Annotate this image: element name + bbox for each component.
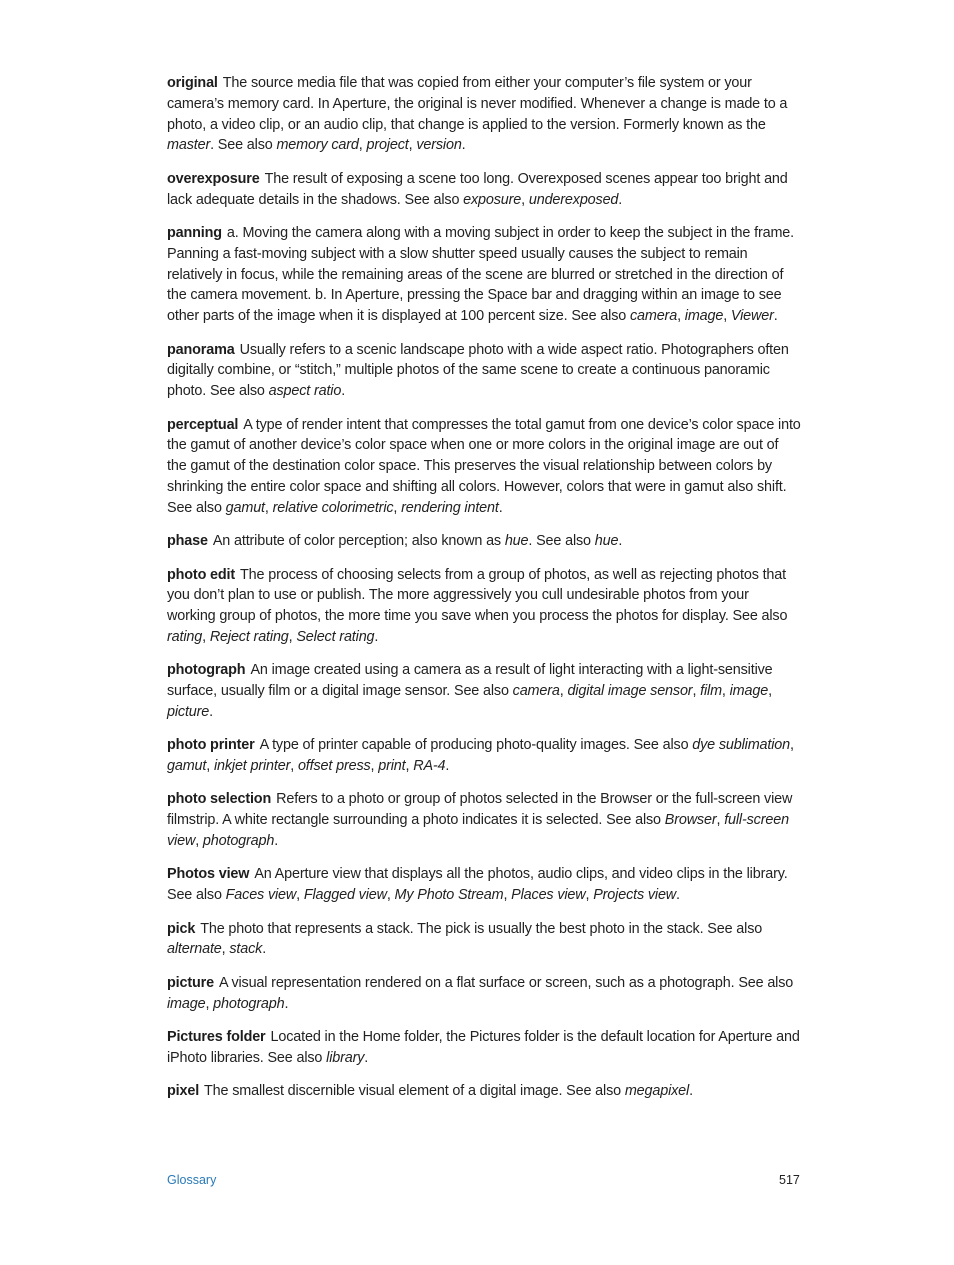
definition-text: Located in the Home folder, the Pictures folder is the default location for Aperture and iPhoto libraries. See also [167, 1029, 800, 1066]
cross-reference: Flagged view [303, 887, 387, 904]
cross-reference: megapixel [624, 1083, 690, 1100]
footer-section-label[interactable]: Glossary [167, 1173, 217, 1187]
definition-text: . [364, 1049, 369, 1066]
definition-text: , [290, 758, 298, 775]
definition-text: , [221, 941, 230, 958]
cross-reference: project [366, 137, 409, 154]
definition-text: , [521, 191, 529, 208]
glossary-entry [167, 73, 801, 156]
glossary-term: photo printer [167, 737, 255, 754]
glossary-term: perceptual [167, 416, 239, 433]
cross-reference: version [416, 137, 462, 154]
definition-text: An attribute of color perception; also known as [212, 533, 505, 550]
definition-text: . [445, 758, 450, 775]
cross-reference: camera [512, 683, 560, 700]
glossary-entry [167, 919, 801, 961]
definition-text: A type of render intent that compresses the total gamut from one device’s color space into the gamut of another device’s color space when one or more colors in the original image are out of the gamut of the destination color space. This preserves the visual relationship between colors by shrinking the entire color space and shifting all colors. However, colors that were in gamut also shift. See also [167, 416, 801, 516]
cross-reference: gamut [167, 758, 207, 775]
glossary-entry [167, 735, 801, 777]
glossary-entry [167, 789, 801, 851]
definition-text: The smallest discernible visual element of a digital image. See also [204, 1083, 625, 1100]
definition-text: , [677, 308, 685, 325]
definition-text: , [503, 887, 512, 904]
glossary-term: overexposure [167, 170, 260, 187]
glossary-term: photo selection [167, 791, 272, 808]
definition-text: , [585, 887, 594, 904]
cross-reference: print [378, 758, 406, 775]
definition-text: . [689, 1083, 693, 1100]
cross-reference: Select rating [296, 628, 375, 645]
definition-text: . [498, 499, 503, 516]
definition-text: , [386, 887, 395, 904]
definition-text: , [393, 499, 402, 516]
cross-reference: memory card [276, 137, 359, 154]
cross-reference: alternate [167, 941, 222, 958]
definition-text: , [264, 499, 273, 516]
cross-reference: hue [504, 533, 529, 550]
definition-text: , [288, 628, 297, 645]
definition-text: , [206, 758, 214, 775]
definition-text: . [676, 887, 680, 904]
definition-text: , [408, 137, 417, 154]
glossary-term: phase [167, 533, 208, 550]
glossary-entry [167, 973, 801, 1015]
definition-text: , [768, 683, 772, 700]
glossary-entry [167, 565, 801, 648]
definition-text: , [721, 683, 730, 700]
glossary-term: picture [167, 974, 214, 991]
definition-text: . See also [210, 137, 277, 154]
footer-page-number: 517 [779, 1173, 800, 1187]
glossary-term: pixel [167, 1083, 200, 1100]
definition-text: The result of exposing a scene too long. Overexposed scenes appear too bright and lack adequate details in the shadows. See also [167, 170, 788, 208]
definition-text: , [358, 137, 367, 154]
cross-reference: relative colorimetric [272, 499, 394, 516]
cross-reference: image [684, 308, 724, 325]
cross-reference: My Photo Stream [394, 887, 504, 904]
cross-reference: stack [229, 941, 263, 958]
definition-text: The photo that represents a stack. The pick is usually the best photo in the stack. See also [200, 920, 763, 937]
definition-text: , [205, 995, 214, 1012]
cross-reference: master [167, 137, 211, 154]
glossary-entry [167, 1027, 801, 1069]
glossary-term: original [167, 75, 218, 91]
cross-reference: photograph [202, 833, 275, 850]
cross-reference: exposure [463, 191, 522, 208]
cross-reference: library [326, 1049, 365, 1066]
definition-text: . [374, 628, 379, 645]
definition-text: The source media file that was copied from either your computer’s file system or your camera’s memory card. In Aperture, the original is never modified. Whenever a change is made to a photo, a video clip, or an audio clip, that change is applied to the version. Formerly known as the [167, 75, 788, 133]
cross-reference: digital image sensor [567, 683, 693, 700]
glossary-entry [167, 223, 801, 327]
definition-text: , [692, 683, 701, 700]
definition-text: . [461, 137, 466, 154]
glossary-entry [167, 340, 801, 402]
cross-reference: rendering intent [401, 499, 499, 516]
definition-text: , [370, 758, 379, 775]
glossary-entry [167, 660, 801, 722]
cross-reference: offset press [297, 758, 371, 775]
cross-reference: film [700, 683, 722, 700]
glossary-entry [167, 864, 801, 906]
glossary-term: panning [167, 224, 222, 241]
definition-text: . [209, 703, 214, 720]
definition-text: . [262, 941, 267, 958]
cross-reference: aspect ratio [268, 383, 342, 400]
cross-reference: Faces view [225, 887, 297, 904]
cross-reference: Reject rating [209, 628, 289, 645]
cross-reference: inkjet printer [213, 758, 291, 775]
cross-reference: RA-4 [413, 758, 446, 775]
definition-text: A visual representation rendered on a flat surface or screen, such as a photograph. See also [218, 974, 794, 991]
glossary-term: panorama [167, 341, 235, 358]
cross-reference: Viewer [730, 308, 774, 325]
cross-reference: dye sublimation [692, 737, 791, 754]
glossary-term: Photos view [167, 866, 250, 883]
definition-text: . [618, 533, 623, 550]
cross-reference: Projects view [593, 887, 677, 904]
definition-text: , [202, 628, 210, 645]
definition-text: a. Moving the camera along with a moving subject in order to keep the subject in the frame. Panning a fast-moving subject with a slow shutter speed usually causes the subject to remain relatively in focus, while the remaining areas of the scene are blurred or stretched in the direction of the camera movement. b. In Aperture, pressing the Space bar and dragging within an image to see other parts of the image when it is displayed at 100 percent size. See also [167, 224, 794, 325]
definition-text: , [296, 887, 304, 904]
definition-text: , [405, 758, 414, 775]
cross-reference: gamut [225, 499, 265, 516]
definition-text: , [195, 833, 203, 850]
definition-text: . [274, 833, 279, 850]
definition-text: . [618, 191, 623, 208]
cross-reference: full-screen view [167, 812, 789, 850]
cross-reference: photograph [213, 995, 285, 1012]
cross-reference: Places view [511, 887, 586, 904]
definition-text: An Aperture view that displays all the photos, audio clips, and video clips in the library. See also [167, 866, 788, 904]
glossary-entry [167, 1081, 801, 1102]
definition-text: , [716, 812, 725, 829]
cross-reference: image [729, 683, 769, 700]
glossary-entries [167, 73, 801, 1115]
cross-reference: hue [594, 533, 619, 550]
glossary-entry [167, 415, 801, 519]
glossary-entry [167, 531, 801, 552]
definition-text: , [559, 683, 568, 700]
definition-text: Usually refers to a scenic landscape photo with a wide aspect ratio. Photographers often digitally combine, or “stitch,” multiple photos of the same scene to create a continuous panoramic photo. See also [167, 341, 789, 400]
definition-text: , [723, 308, 731, 325]
definition-text: . [773, 308, 778, 325]
definition-text: A type of printer capable of producing photo-quality images. See also [259, 737, 693, 754]
cross-reference: picture [167, 703, 210, 720]
cross-reference: underexposed [528, 191, 619, 208]
definition-text: The process of choosing selects from a group of photos, as well as rejecting photos that you don’t plan to use or publish. The more aggressively you cull undesirable photos from your working group of photos, the more time you save when you process the photos for display. See also [167, 566, 788, 625]
glossary-term: photograph [167, 662, 246, 679]
glossary-term: Pictures folder [167, 1029, 266, 1045]
definition-text: An image created using a camera as a result of light interacting with a light-sensitive surface, usually film or a digital image sensor. See also [167, 662, 773, 700]
definition-text: . [341, 383, 346, 400]
definition-text: Refers to a photo or group of photos selected in the Browser or the full-screen view filmstrip. A white rectangle surrounding a photo indicates it is selected. See also [167, 791, 793, 829]
glossary-entry [167, 169, 801, 211]
definition-text: . See also [528, 533, 595, 550]
glossary-term: photo edit [167, 566, 236, 583]
glossary-term: pick [167, 920, 196, 937]
cross-reference: image [167, 995, 206, 1012]
definition-text: . [284, 995, 289, 1012]
cross-reference: rating [167, 628, 203, 645]
cross-reference: camera [629, 308, 678, 325]
cross-reference: Browser [664, 812, 717, 829]
definition-text: , [790, 737, 794, 754]
